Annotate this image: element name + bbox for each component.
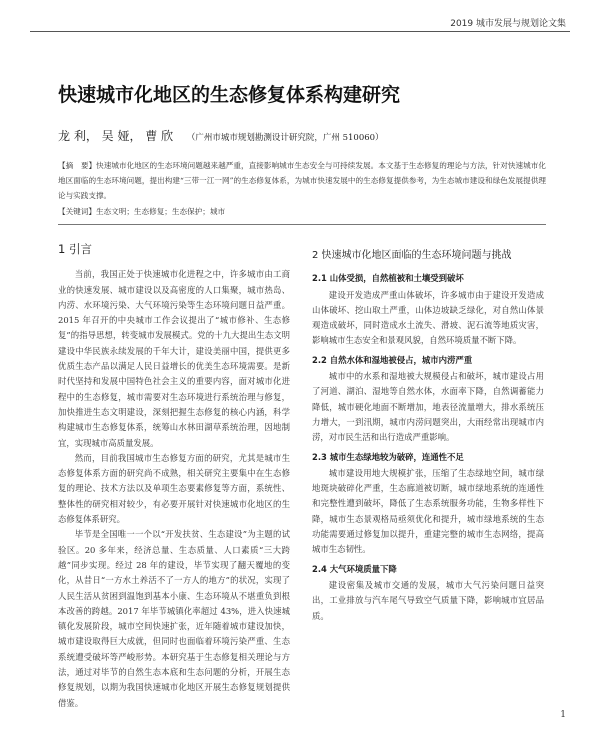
right-column xyxy=(312,238,544,624)
abstract-divider xyxy=(58,224,546,225)
subsection-heading-2-3: 2.3 城市生态绿地较为破碎，连通性不足 xyxy=(312,451,464,462)
paper-title: 快速城市化地区的生态修复体系构建研究 xyxy=(58,84,401,106)
page-number: 1 xyxy=(560,710,566,720)
abstract: 【摘 要】快速城市化地区的生态环境问题越来越严重，直接影响城市生态安全与可持续发展。本文基于生态修复的理论与方法，针对快速城市化地区面临的生态环境问题，提出构建“三带一江一网”的生态修复体系，为城市快速发展中的生态修复提供参考，为生态城市建设和绿色发展提供理论与实践支撑。 xyxy=(58,161,546,200)
author-line xyxy=(58,127,558,144)
subsection-heading-2-2: 2.2 自然水体和湿地被侵占，城市内涝严重 xyxy=(312,354,473,365)
section-heading-problems: 2 快速城市化地区面临的生态环境问题与挑战 xyxy=(312,250,512,261)
body-paragraph: 建设密集及城市交通的发展，城市大气污染问题日益突出，工业排放与汽车尾气导致空气质量下降，影响城市宜居品质。 xyxy=(312,579,544,621)
body-paragraph: 城市中的水系和湿地被大规模侵占和破坏，城市建设占用了河道、湖泊、湿地等自然水体，水面率下降，自然调蓄能力降低，城市硬化地面不断增加，地表径流量增大，排水系统压力增大，一到汛期，城市内涝问题突出，大雨经常出现城市内涝，对市民生活和出行造成严重影响。 xyxy=(312,371,544,443)
subsection-heading-2-1: 2.1 山体受损，自然植被和土壤受到破坏 xyxy=(312,273,464,284)
subsection-heading-2-4: 2.4 大气环境质量下降 xyxy=(312,563,397,574)
body-paragraph: 城市建设用地大规模扩张，压缩了生态绿地空间，城市绿地斑块破碎化严重，生态廊道被切断，城市绿地系统的连通性和完整性遭到破坏，降低了生态系统服务功能，生物多样性下降，城市生态景观格局亟须优化和提升，城市绿地系统的生态功能需要通过修复加以提升，重建完整的城市生态网络，提高城市生态韧性。 xyxy=(312,467,544,555)
header-rule xyxy=(30,31,570,32)
body-paragraph: 毕节是全国唯一一个以“开发扶贫、生态建设”为主题的试验区。20 多年来，经济总量、生态质量、人口素质“三大跨越”同步实现。经过 28 年的建设，毕节实现了翻天覆地的变化，从昔日“一方水土养活不了一方人的地方”的状况，实现了人民生活从贫困到温饱到基本小康、生态环境从不堪重负到根本改善的跨越。2017 年毕节城镇化率超过 43%，进入快速城镇化发展阶段，城市空间快速扩张，近年随着城市建设加快，城市建设取得巨大成就，但同时也面临着环境污染严重、生态系统遭受破坏等严峻形势。本研究基于生态修复相关理论与方法，通过对毕节的自然生态本底和生态问题的分析，开展生态修复规划，以期为我国快速城市化地区开展生态修复规划提供借鉴。 xyxy=(58,529,290,708)
body-paragraph: 建设开发造成严重山体破坏，许多城市由于建设开发造成山体破坏、挖山取土严重，山体边坡缺乏绿化，对自然山体景观造成破坏，同时造成水土流失、滑坡、泥石流等地质灾害，影响城市生态安全和景观风貌，自然环境质量不断下降。 xyxy=(312,289,544,346)
body-paragraph: 当前，我国正处于快速城市化进程之中，许多城市由工商业的快速发展、城市建设以及高密度的人口集聚，城市热岛、内涝、水环境污染、大气环境污染等生态环境问题日益严重。2015 年召开的中央城市工作会议提出了“城市修补、生态修复”的指导思想，转变城市发展模式。党的十九大提出生态文明建设中华民族永续发展的千年大计，建设美丽中国，提供更多优质生态产品以满足人民日益增长的优美生态环境需要。是新时代坚持和发展中国特色社会主义的重要内容，面对城市化进程中的生态修复，城市需要对生态环境进行系统治理与修复，加快推进生态文明建设，深刻把握生态修复的核心内涵，科学构建城市生态修复体系，统筹山水林田湖草系统治理，因地制宜，实现城市高质量发展。 xyxy=(58,269,290,448)
body-paragraph: 然而，目前我国城市生态修复方面的研究，尤其是城市生态修复体系方面的研究尚不成熟，相关研究主要集中在生态修复的理论、技术方法以及单项生态要素修复等方面，系统性、整体性的研究相对较少，有必要开展针对快速城市化地区的生态修复体系研究。 xyxy=(58,452,290,525)
section-heading-intro: 1 引言 xyxy=(58,242,92,256)
running-head: 2019 城市发展与规划论文集 xyxy=(450,19,566,29)
author-names: 龙 利， 吴 娅， 曹 欣 xyxy=(58,129,174,143)
keywords: 【关键词】生态文明；生态修复；生态保护；城市 xyxy=(58,207,226,216)
left-column xyxy=(58,238,290,711)
author-affiliation: （广州市城市规划勘测设计研究院，广州 510060） xyxy=(186,133,384,143)
